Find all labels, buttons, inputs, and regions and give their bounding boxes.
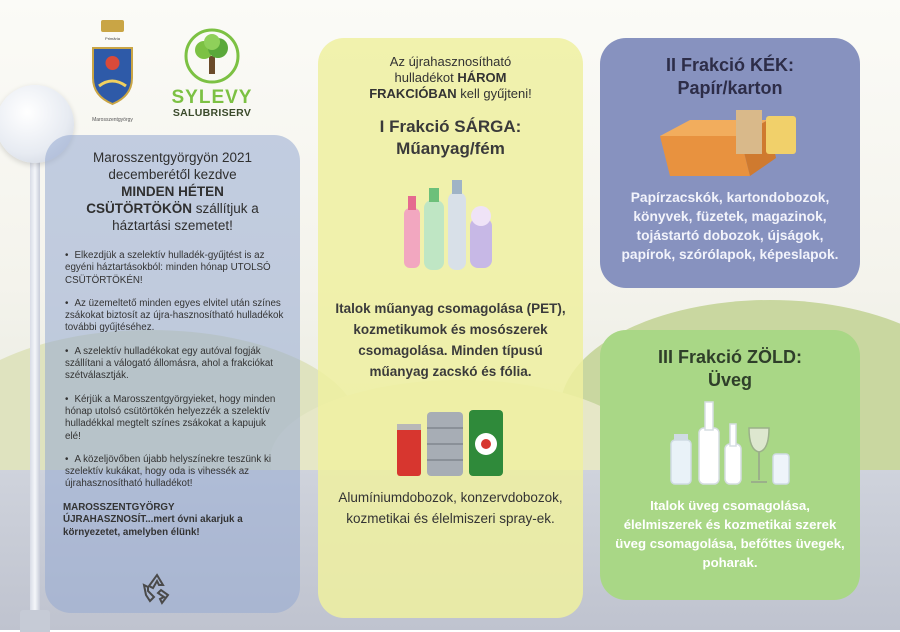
green-fraction-title xyxy=(612,346,848,392)
plastic-bottles-icon xyxy=(396,178,506,278)
green-fraction-panel xyxy=(600,330,860,600)
yellow-fraction-description-2: Alumíniumdobozok, konzervdobozok, kozmetikai és élelmiszeri spray-ek. xyxy=(338,490,563,526)
yellow-title-line-2: Műanyag/fém xyxy=(396,139,505,158)
intro-text xyxy=(61,149,284,234)
blue-title-line-2: Papír/karton xyxy=(677,78,783,98)
sylevy-name: SYLEVY xyxy=(171,87,253,108)
bullet-item: • A közeljövőben újabb helyszínekre teszünk ki szelektív kukákat, hogy oda is vihessék az újrahasznosítható hulladékot! xyxy=(61,454,284,491)
yellow-fraction-description: Italok műanyag csomagolása (PET), kozmetikumok és mosószerek csomagolása. Minden típusú műanyag zacskó és fólia. xyxy=(335,301,566,379)
bullet-item: • Kérjük a Marosszentgyörgyieket, hogy minden hónap utolsó csütörtökén helyezzék a szelektív hulladékkal megtelt színes zsákokat a kapujuk elé! xyxy=(61,394,284,443)
cans-icon xyxy=(391,404,511,479)
green-fraction-description: Italok üveg csomagolása, élelmiszerek és kozmetikai szerek üveg csomagolása, befőttes üvegek, poharak. xyxy=(615,498,845,570)
sylevy-subtitle: SALUBRISERV xyxy=(172,107,252,119)
paper-boxes-icon xyxy=(650,106,810,178)
fraction-intro-line-3: kell gyűjteni! xyxy=(456,86,532,101)
fraction-intro-line-1: Az újrahasznosítható xyxy=(389,54,512,69)
yellow-fraction-panel xyxy=(318,38,583,618)
recycle-icon xyxy=(140,571,174,605)
bullet-item: • A szelektív hulladékokat egy autóval fogják szállítani a válogató állomásra, ahol a frakciókat szétválasztják. xyxy=(61,346,284,383)
glass-bottles-icon xyxy=(665,398,795,488)
tree-icon xyxy=(182,28,242,84)
intro-rest-1: szállítjuk a xyxy=(191,201,259,216)
intro-bold-1: MINDEN HÉTEN xyxy=(121,184,224,199)
sylevy-logo xyxy=(162,28,262,118)
bullet-item: • Az üzemeltető minden egyes elvitel után színes zsákokat biztosít az újra-hasznosítható hulladékok további gyűjtéséhez. xyxy=(61,298,284,335)
info-panel xyxy=(45,135,300,613)
blue-title-line-1: II Frakció KÉK: xyxy=(665,55,795,75)
fraction-intro xyxy=(330,54,571,102)
crest-caption: Marosszentgyörgy xyxy=(92,117,133,123)
blue-fraction-panel xyxy=(600,38,860,288)
blue-fraction-description: Papírzacskók, kartondobozok, könyvek, füzetek, magazinok, tojástartó dobozok, újságok, papírok, szórólapok, képeslapok. xyxy=(621,190,839,262)
fraction-intro-bold-1: HÁROM xyxy=(457,70,507,85)
fraction-intro-line-2: hulladékot xyxy=(394,70,458,85)
green-title-line-1: III Frakció ZÖLD: xyxy=(657,347,803,367)
yellow-title-line-1: I Frakció SÁRGA: xyxy=(379,117,522,136)
intro-bold-2: CSÜTÖRTÖKÖN xyxy=(86,201,192,216)
bullet-item: • Elkezdjük a szelektív hulladék-gyűjtést is az egyéni háztartásokból: minden hónap UTOLSÓ CSÜTÖRTÖKÉN! xyxy=(61,250,284,287)
green-title-line-2: Üveg xyxy=(707,370,752,390)
yellow-fraction-title xyxy=(330,116,571,160)
fraction-intro-bold-2: FRAKCIÓBAN xyxy=(369,86,457,101)
blue-fraction-title xyxy=(612,54,848,100)
town-crest-logo xyxy=(85,18,140,123)
intro-line-1: Marosszentgyörgyön 2021 xyxy=(92,150,253,165)
closing-text: MAROSSZENTGYÖRGY ÚJRAHASZNOSÍT...mert óvni akarjuk a környezetet, amelyben élünk! xyxy=(63,501,243,538)
intro-line-2: decemberétől kezdve xyxy=(108,167,237,182)
svg-text:Primăria: Primăria xyxy=(105,36,120,41)
intro-rest-2: háztartási szemetet! xyxy=(112,218,233,233)
bullet-list xyxy=(61,250,284,491)
